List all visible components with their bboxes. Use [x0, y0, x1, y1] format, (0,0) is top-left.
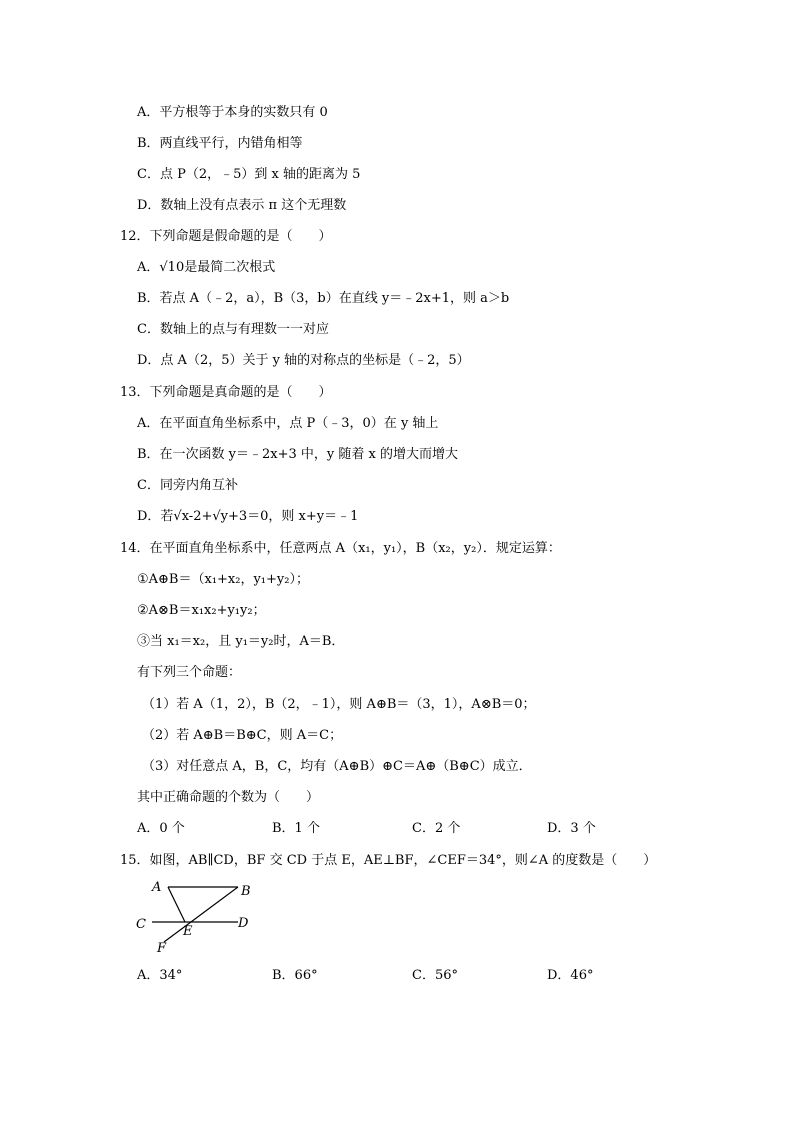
q11-option-c: C．点 P（2，﹣5）到 x 轴的距离为 5 [137, 167, 361, 182]
q15-choice-d: D．46° [547, 968, 594, 983]
q11-option-b: B．两直线平行，内错角相等 [137, 136, 303, 151]
label-e: E [183, 924, 193, 939]
q14-choices [0, 820, 794, 838]
q15-choice-a: A．34° [137, 968, 183, 983]
q15-choice-b: B．66° [272, 968, 318, 983]
q14-rule-2: ②A⊗B＝x₁x₂+y₁y₂； [137, 603, 266, 618]
q11-option-a: A．平方根等于本身的实数只有 0 [137, 105, 328, 120]
q12-option-b: B．若点 A（﹣2，a），B（3，b）在直线 y＝﹣2x+1，则 a＞b [137, 291, 510, 306]
q14-stem: 14．在平面直角坐标系中，任意两点 A（x₁，y₁），B（x₂，y₂）．规定运算： [120, 541, 561, 556]
label-a: A [152, 880, 162, 895]
q12-option-c: C．数轴上的点与有理数一一对应 [137, 322, 329, 337]
label-c: C [136, 917, 146, 932]
q14-choice-d: D．3 个 [547, 821, 596, 836]
label-d: D [238, 916, 249, 931]
q14-prop-3: （3）对任意点 A，B，C，均有（A⊕B）⊕C＝A⊕（B⊕C）成立． [142, 759, 532, 774]
q14-intro: 有下列三个命题： [137, 665, 242, 680]
q12-option-a: A．√10是最简二次根式 [137, 260, 276, 275]
q13-option-c: C．同旁内角互补 [137, 478, 238, 493]
q12-stem: 12．下列命题是假命题的是（ ） [120, 229, 332, 244]
q14-choice-b: B．1 个 [272, 821, 320, 836]
q14-choice-a: A．0 个 [137, 821, 185, 836]
q12-option-d: D．点 A（2，5）关于 y 轴的对称点的坐标是（﹣2，5） [137, 353, 470, 368]
segment-bf [164, 887, 238, 942]
q15-geometry-figure [130, 878, 270, 958]
q14-choice-c: C．2 个 [412, 821, 461, 836]
q14-rule-1: ①A⊕B＝（x₁+x₂，y₁+y₂）； [137, 572, 309, 587]
q15-choice-c: C．56° [412, 968, 458, 983]
label-f: F [157, 941, 167, 956]
q14-ask: 其中正确命题的个数为（ ） [137, 790, 320, 805]
q11-option-d: D．数轴上没有点表示 π 这个无理数 [137, 198, 347, 213]
q15-choices [0, 967, 794, 985]
q14-prop-2: （2）若 A⊕B＝B⊕C，则 A＝C； [142, 728, 343, 743]
label-b: B [241, 884, 251, 899]
segment-ae [168, 887, 185, 922]
q14-rule-3: ③当 x₁＝x₂，且 y₁＝y₂时，A＝B． [137, 634, 345, 649]
q13-option-a: A．在平面直角坐标系中，点 P（﹣3，0）在 y 轴上 [137, 416, 439, 431]
q14-prop-1: （1）若 A（1，2），B（2，﹣1），则 A⊕B＝（3，1），A⊗B＝0； [142, 697, 536, 712]
q13-stem: 13．下列命题是真命题的是（ ） [120, 385, 332, 400]
q13-option-d: D．若√x-2+√y+3＝0，则 x+y＝﹣1 [137, 509, 359, 524]
q13-option-b: B．在一次函数 y＝﹣2x+3 中，y 随着 x 的增大而增大 [137, 447, 459, 462]
q15-stem: 15．如图，AB∥CD，BF 交 CD 于点 E，AE⊥BF，∠CEF＝34°，则∠A 的度数是（ ） [120, 853, 657, 868]
